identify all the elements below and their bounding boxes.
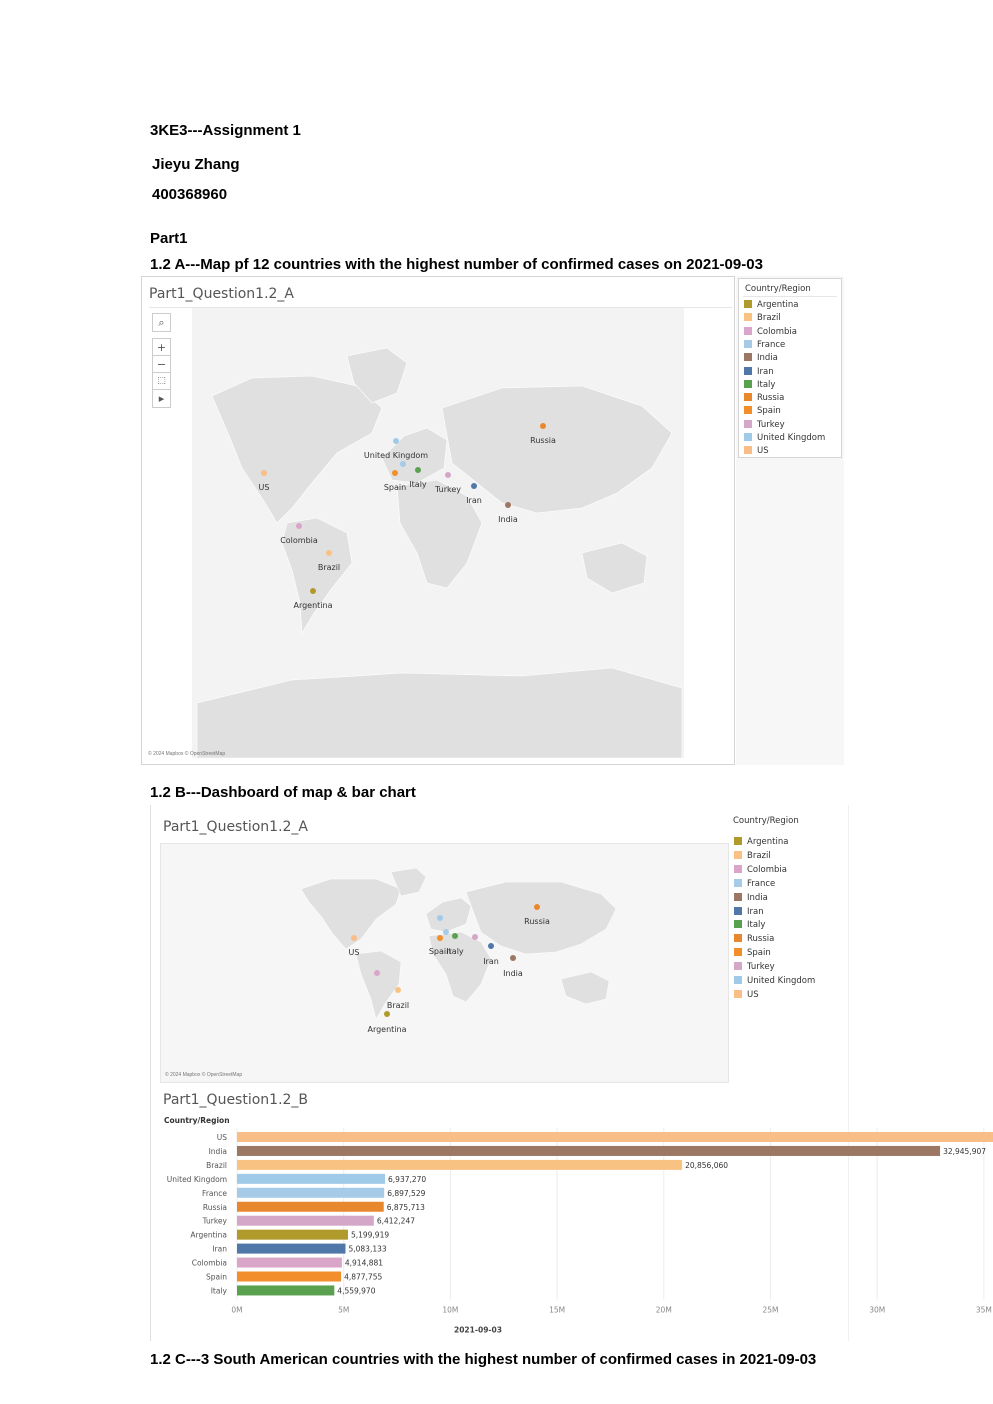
legend-swatch bbox=[734, 893, 742, 901]
legend-b-box bbox=[733, 814, 843, 1004]
legend-swatch bbox=[744, 446, 752, 454]
bar-brazil[interactable] bbox=[237, 1160, 682, 1170]
legend-b-item-us[interactable] bbox=[734, 990, 759, 1000]
bar-chart-value-label: 5,083,133 bbox=[348, 1244, 387, 1254]
bar-chart-x-axis-label: 2021-09-03 bbox=[454, 1325, 502, 1335]
dash-map-label-india: India bbox=[503, 969, 523, 978]
legend-a-item-argentina[interactable] bbox=[744, 300, 798, 310]
legend-swatch bbox=[734, 907, 742, 915]
map-a-title: Part1_Question1.2_A bbox=[149, 286, 295, 302]
bar-chart-x-tick: 20M bbox=[655, 1305, 672, 1315]
legend-label: United Kingdom bbox=[747, 976, 816, 986]
doc-author: Jieyu Zhang bbox=[152, 156, 240, 173]
legend-b-item-united-kingdom[interactable] bbox=[734, 976, 815, 986]
map-point-united-kingdom[interactable] bbox=[393, 438, 399, 444]
map-a-attribution: © 2024 Mapbox © OpenStreetMap bbox=[148, 751, 226, 757]
dashboard-map-frame bbox=[160, 843, 729, 1083]
zoom-out-button[interactable]: − bbox=[152, 355, 171, 373]
map-point-iran[interactable] bbox=[471, 483, 477, 489]
legend-a-item-spain[interactable] bbox=[744, 406, 781, 416]
bar-turkey[interactable] bbox=[237, 1216, 374, 1226]
legend-a-item-united-kingdom[interactable] bbox=[744, 433, 825, 443]
map-point-brazil[interactable] bbox=[326, 550, 332, 556]
legend-a-item-us[interactable] bbox=[744, 446, 769, 456]
bar-russia[interactable] bbox=[237, 1202, 384, 1212]
legend-label: Iran bbox=[747, 906, 764, 917]
bar-chart-category-label: US bbox=[216, 1133, 227, 1142]
legend-swatch bbox=[744, 300, 752, 308]
map-label-italy: Italy bbox=[409, 480, 427, 489]
dash-map-point-turkey[interactable] bbox=[472, 934, 478, 940]
legend-swatch bbox=[734, 934, 742, 942]
bar-chart-x-tick: 30M bbox=[869, 1305, 886, 1315]
legend-swatch bbox=[744, 313, 752, 321]
legend-swatch bbox=[734, 865, 742, 873]
legend-b-item-turkey[interactable] bbox=[734, 962, 775, 972]
bar-chart-x-tick: 25M bbox=[762, 1305, 779, 1315]
legend-swatch bbox=[734, 962, 742, 970]
legend-b-item-argentina[interactable] bbox=[734, 837, 788, 847]
map-point-italy[interactable] bbox=[415, 467, 421, 473]
doc-student-id: 400368960 bbox=[152, 186, 228, 203]
bar-chart-value-label: 6,412,247 bbox=[376, 1216, 416, 1226]
dash-map-point-united-kingdom[interactable] bbox=[437, 915, 443, 921]
section-a-heading: 1.2 A---Map pf 12 countries with the highest number of confirmed cases on 2021-09-03 bbox=[150, 256, 763, 273]
dash-map-point-russia[interactable] bbox=[534, 904, 540, 910]
legend-label: Russia bbox=[757, 393, 785, 404]
legend-swatch bbox=[734, 990, 742, 998]
legend-b-title: Country/Region bbox=[733, 816, 799, 826]
bar-india[interactable] bbox=[237, 1146, 940, 1156]
legend-b-item-russia[interactable] bbox=[734, 934, 774, 944]
bar-iran[interactable] bbox=[237, 1244, 345, 1254]
dashboard-bar-title: Part1_Question1.2_B bbox=[163, 1092, 309, 1108]
bar-chart-value-label: 6,937,270 bbox=[388, 1174, 427, 1184]
legend-swatch bbox=[744, 380, 752, 388]
legend-label: India bbox=[757, 353, 778, 364]
legend-a-item-colombia[interactable] bbox=[744, 327, 797, 337]
dash-map-point-india[interactable] bbox=[510, 955, 516, 961]
map-point-india[interactable] bbox=[505, 502, 511, 508]
bar-spain[interactable] bbox=[237, 1272, 341, 1282]
bar-chart-value-label: 5,199,919 bbox=[350, 1230, 390, 1240]
map-label-turkey: Turkey bbox=[434, 485, 462, 494]
bar-chart-category-label: Colombia bbox=[191, 1258, 227, 1268]
bar-colombia[interactable] bbox=[237, 1258, 342, 1268]
bar-chart-value-label: 20,856,060 bbox=[685, 1160, 729, 1170]
map-label-colombia: Colombia bbox=[280, 536, 318, 545]
bar-chart-category-label: Italy bbox=[210, 1286, 227, 1296]
dash-map-point-france[interactable] bbox=[443, 929, 449, 935]
legend-label: Brazil bbox=[757, 313, 781, 324]
map-point-russia[interactable] bbox=[540, 423, 546, 429]
dashboard-panel bbox=[150, 805, 992, 1341]
legend-swatch bbox=[744, 433, 752, 441]
bar-chart-value-label: 4,877,755 bbox=[344, 1272, 383, 1282]
bar-chart-value-label: 4,914,881 bbox=[344, 1258, 384, 1268]
dash-map-label-argentina: Argentina bbox=[367, 1025, 407, 1034]
legend-a-item-brazil[interactable] bbox=[744, 313, 781, 323]
map-point-colombia[interactable] bbox=[296, 523, 302, 529]
legend-label: Italy bbox=[757, 379, 776, 390]
legend-label: Colombia bbox=[757, 326, 797, 337]
legend-label: Spain bbox=[747, 948, 771, 959]
bar-us[interactable] bbox=[237, 1132, 993, 1142]
legend-label: France bbox=[757, 339, 786, 350]
legend-label: Turkey bbox=[747, 962, 775, 973]
dash-map-label-russia: Russia bbox=[524, 917, 550, 926]
map-label-india: India bbox=[498, 515, 518, 524]
bar-chart-category-label: India bbox=[208, 1146, 227, 1156]
map-label-iran: Iran bbox=[466, 496, 482, 505]
dash-map-point-argentina[interactable] bbox=[384, 1011, 390, 1017]
section-b-heading: 1.2 B---Dashboard of map & bar chart bbox=[150, 784, 416, 801]
dash-map-label-italy: Italy bbox=[446, 947, 464, 956]
bar-united-kingdom[interactable] bbox=[237, 1174, 385, 1184]
zoom-in-button[interactable]: + bbox=[152, 338, 171, 356]
legend-swatch bbox=[734, 948, 742, 956]
legend-label: Spain bbox=[757, 406, 781, 417]
legend-swatch bbox=[734, 976, 742, 984]
legend-a-item-india[interactable] bbox=[744, 353, 778, 363]
legend-swatch bbox=[744, 393, 752, 401]
legend-a-box bbox=[738, 278, 842, 458]
bar-chart-category-label: Argentina bbox=[190, 1230, 227, 1240]
bar-chart-category-label: Brazil bbox=[206, 1160, 227, 1170]
dash-map-point-brazil[interactable] bbox=[395, 987, 401, 993]
legend-b-item-spain[interactable] bbox=[734, 948, 771, 958]
legend-a-divider bbox=[743, 296, 837, 297]
map-a-markers bbox=[142, 308, 734, 763]
bar-chart-x-tick: 35M bbox=[975, 1305, 992, 1315]
bar-chart[interactable] bbox=[151, 1115, 992, 1341]
legend-label: Argentina bbox=[747, 837, 789, 847]
dash-map-point-us[interactable] bbox=[351, 935, 357, 941]
doc-part-heading: Part1 bbox=[150, 230, 188, 247]
bar-chart-value-label: 6,897,529 bbox=[387, 1188, 426, 1198]
map-label-brazil: Brazil bbox=[317, 563, 341, 572]
legend-swatch bbox=[744, 406, 752, 414]
map-label-russia: Russia bbox=[530, 436, 556, 445]
bar-france[interactable] bbox=[237, 1188, 384, 1198]
bar-argentina[interactable] bbox=[237, 1230, 348, 1240]
dash-map-label-iran: Iran bbox=[483, 957, 499, 966]
dash-map-point-iran[interactable] bbox=[488, 943, 494, 949]
dashboard-map-title: Part1_Question1.2_A bbox=[163, 819, 309, 835]
legend-b-item-india[interactable] bbox=[734, 893, 768, 903]
legend-label: US bbox=[747, 989, 759, 1000]
bar-chart-category-label: Iran bbox=[212, 1244, 227, 1254]
legend-label: Brazil bbox=[747, 850, 771, 861]
legend-a-panel bbox=[736, 276, 844, 765]
map-point-turkey[interactable] bbox=[445, 472, 451, 478]
dash-map-point-spain[interactable] bbox=[437, 935, 443, 941]
bar-chart-category-header: Country/Region bbox=[164, 1116, 230, 1125]
dash-map-label-brazil: Brazil bbox=[386, 1001, 410, 1010]
bar-chart-category-label: Spain bbox=[206, 1272, 227, 1282]
dashboard-map-attribution: © 2024 Mapbox © OpenStreetMap bbox=[165, 1072, 243, 1078]
legend-swatch bbox=[734, 851, 742, 859]
bar-italy[interactable] bbox=[237, 1285, 334, 1295]
bar-chart-category-label: Turkey bbox=[202, 1216, 227, 1226]
legend-label: India bbox=[747, 892, 768, 903]
map-point-spain[interactable] bbox=[392, 470, 398, 476]
legend-label: Iran bbox=[757, 366, 774, 377]
map-point-argentina[interactable] bbox=[310, 588, 316, 594]
map-search-button[interactable]: ⌕ bbox=[152, 313, 171, 332]
bar-chart-x-tick: 5M bbox=[338, 1305, 350, 1315]
bar-chart-value-label: 4,559,970 bbox=[337, 1286, 376, 1296]
legend-label: United Kingdom bbox=[757, 433, 826, 443]
bar-chart-x-tick: 15M bbox=[549, 1305, 566, 1315]
dash-map-point-colombia[interactable] bbox=[374, 970, 380, 976]
map-select-tool-button[interactable]: ⬚ bbox=[152, 372, 171, 390]
section-c-heading: 1.2 C---3 South American countries with the highest number of confirmed cases in 2021-09-03 bbox=[150, 1351, 817, 1368]
legend-label: Argentina bbox=[757, 300, 799, 310]
legend-b-item-colombia[interactable] bbox=[734, 865, 787, 875]
dashboard-map[interactable] bbox=[161, 844, 728, 1082]
legend-swatch bbox=[744, 367, 752, 375]
legend-a-title: Country/Region bbox=[745, 284, 811, 294]
map-label-spain: Spain bbox=[383, 483, 407, 492]
legend-label: Russia bbox=[747, 934, 775, 945]
legend-swatch bbox=[744, 327, 752, 335]
map-a-panel bbox=[141, 276, 735, 765]
bar-chart-x-tick: 0M bbox=[231, 1305, 243, 1315]
legend-label: Italy bbox=[747, 920, 766, 931]
legend-a-item-iran[interactable] bbox=[744, 367, 774, 377]
legend-swatch bbox=[744, 340, 752, 348]
legend-b-item-france[interactable] bbox=[734, 879, 775, 889]
legend-b-item-iran[interactable] bbox=[734, 907, 764, 917]
map-point-us[interactable] bbox=[261, 470, 267, 476]
legend-a-item-france[interactable] bbox=[744, 340, 785, 350]
doc-title: 3KE3---Assignment 1 bbox=[150, 122, 301, 139]
legend-swatch bbox=[744, 353, 752, 361]
legend-swatch bbox=[734, 837, 742, 845]
legend-b-item-brazil[interactable] bbox=[734, 851, 771, 861]
bar-chart-x-tick: 10M bbox=[442, 1305, 459, 1315]
legend-swatch bbox=[734, 920, 742, 928]
dash-map-label-spain: Spain bbox=[428, 947, 452, 956]
legend-a-item-russia[interactable] bbox=[744, 393, 784, 403]
legend-label: France bbox=[747, 878, 776, 889]
map-expand-toolbar-button[interactable]: ▸ bbox=[152, 389, 171, 408]
legend-a-item-italy[interactable] bbox=[744, 380, 775, 390]
bar-chart-category-label: United Kingdom bbox=[166, 1174, 227, 1184]
legend-a-item-turkey[interactable] bbox=[744, 420, 785, 430]
bar-chart-value-label: 6,875,713 bbox=[386, 1202, 425, 1212]
map-point-france[interactable] bbox=[400, 461, 406, 467]
dash-map-label-us: US bbox=[348, 948, 360, 957]
map-label-us: US bbox=[258, 483, 270, 492]
legend-b-item-italy[interactable] bbox=[734, 920, 765, 930]
legend-label: Turkey bbox=[757, 419, 785, 430]
legend-swatch bbox=[744, 420, 752, 428]
bar-chart-category-label: France bbox=[202, 1188, 227, 1198]
bar-chart-category-label: Russia bbox=[202, 1202, 227, 1212]
legend-label: US bbox=[757, 446, 769, 457]
map-label-united-kingdom: United Kingdom bbox=[363, 451, 429, 460]
dash-map-point-italy[interactable] bbox=[452, 933, 458, 939]
legend-swatch bbox=[734, 879, 742, 887]
legend-label: Colombia bbox=[747, 864, 787, 875]
map-label-argentina: Argentina bbox=[293, 601, 333, 610]
bar-chart-value-label: 32,945,907 bbox=[943, 1146, 987, 1156]
